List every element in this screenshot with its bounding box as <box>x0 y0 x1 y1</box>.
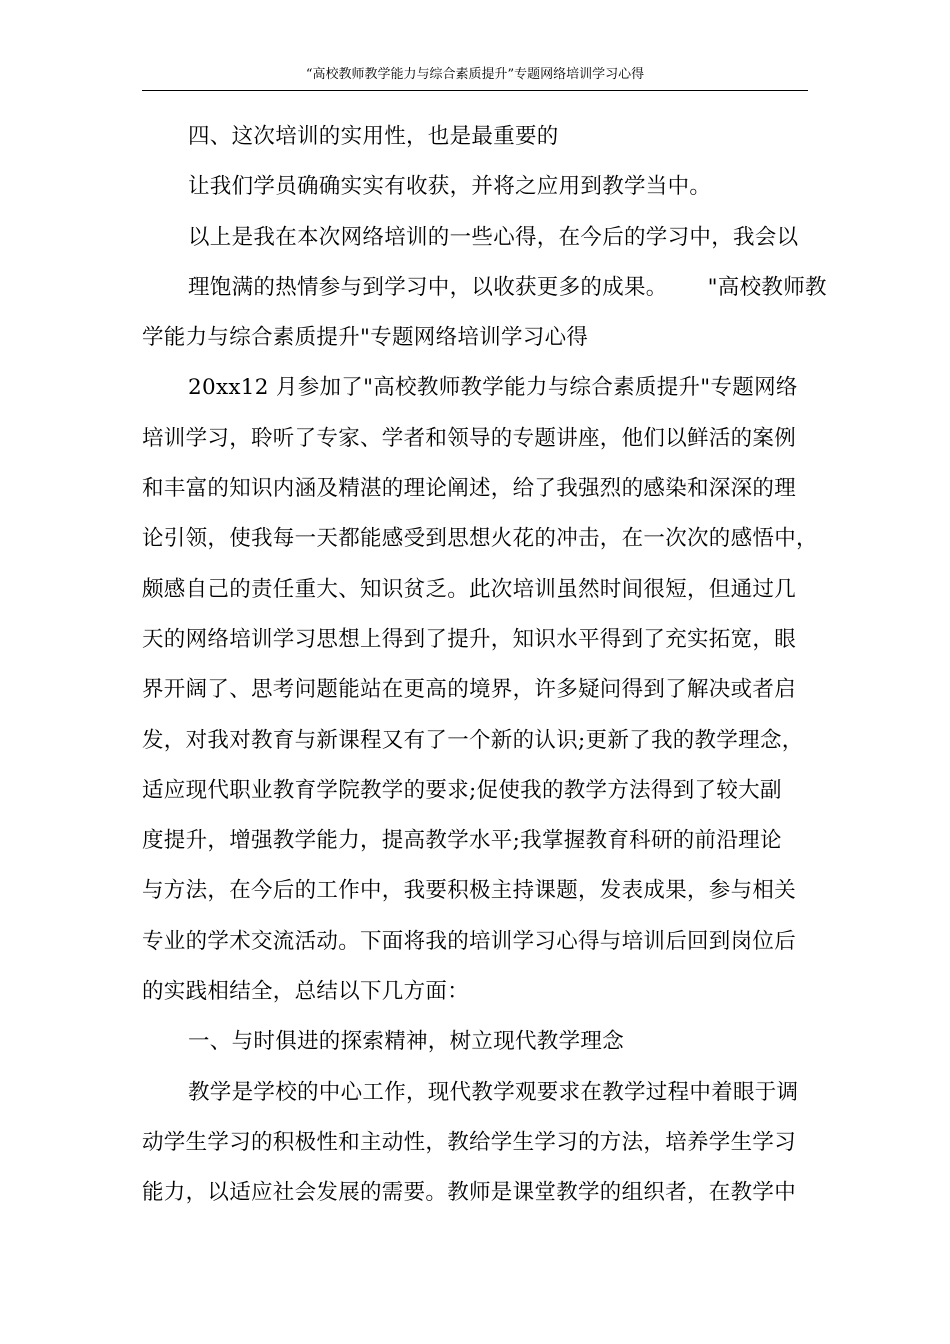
text-line: 能力，以适应社会发展的需要。教师是课堂教学的组织者，在教学中 <box>142 1180 797 1206</box>
document-body <box>142 112 827 1219</box>
text-line: 动学生学习的积极性和主动性，教给学生学习的方法，培养学生学习 <box>142 1129 797 1155</box>
text-line: 的实践相结全，总结以下几方面： <box>142 979 470 1005</box>
header-title: “高校教师教学能力与综合素质提升”专题网络培训学习心得 <box>305 67 645 82</box>
page-header <box>142 66 808 91</box>
text-line: 学能力与综合素质提升"专题网络培训学习心得 <box>142 325 589 351</box>
text-line: 教学是学校的中心工作，现代教学观要求在教学过程中着眼于调 <box>188 1079 799 1105</box>
text-segment: "高校教师教 <box>707 274 827 300</box>
text-line: 20xx12 月参加了"高校教师教学能力与综合素质提升"专题网络 <box>188 375 798 401</box>
text-line: 一、与时俱进的探索精神，树立现代教学理念 <box>188 1029 625 1055</box>
text-line: 适应现代职业教育学院教学的要求;促使我的教学方法得到了较大副 <box>142 777 782 803</box>
text-line: 度提升，增强教学能力，提高教学水平;我掌握教育科研的前沿理论 <box>142 828 782 854</box>
paragraph-training-overview <box>142 363 818 1017</box>
text-line: 发，对我对教育与新课程又有了一个新的认识;更新了我的教学理念， <box>142 727 804 753</box>
text-segment: 理饱满的热情参与到学习中，以收获更多的成果。 <box>188 274 668 300</box>
paragraph-teaching <box>142 1068 808 1219</box>
text-line: 让我们学员确确实实有收获，并将之应用到教学当中。 <box>188 174 712 200</box>
text-line: 界开阔了、思考问题能站在更高的境界，许多疑问得到了解决或者启 <box>142 677 797 703</box>
text-line: 四、这次培训的实用性，也是最重要的 <box>188 124 559 149</box>
text-line: 和丰富的知识内涵及精湛的理论阐述，给了我强烈的感染和深深的理 <box>142 476 797 502</box>
text-line: 以上是我在本次网络培训的一些心得，在今后的学习中，我会以 <box>188 224 799 250</box>
paragraph-summary <box>142 213 827 364</box>
text-line: 培训学习，聆听了专家、学者和领导的专题讲座，他们以鲜活的案例 <box>142 425 797 451</box>
text-line: 天的网络培训学习思想上得到了提升，知识水平得到了充实拓宽，眼 <box>142 626 797 652</box>
text-line: 专业的学术交流活动。下面将我的培训学习心得与培训后回到岗位后 <box>142 928 797 954</box>
paragraph-benefit <box>142 162 808 212</box>
text-line: 与方法，在今后的工作中，我要积极主持课题，发表成果，参与相关 <box>142 878 797 904</box>
text-line <box>142 263 827 313</box>
text-line: 颇感自己的责任重大、知识贫乏。此次培训虽然时间很短，但通过几 <box>142 576 797 602</box>
paragraph-section-four <box>142 112 808 162</box>
text-line: 论引领，使我每一天都能感受到思想火花的冲击，在一次次的感悟中， <box>142 526 818 552</box>
section-heading-one <box>142 1017 808 1067</box>
